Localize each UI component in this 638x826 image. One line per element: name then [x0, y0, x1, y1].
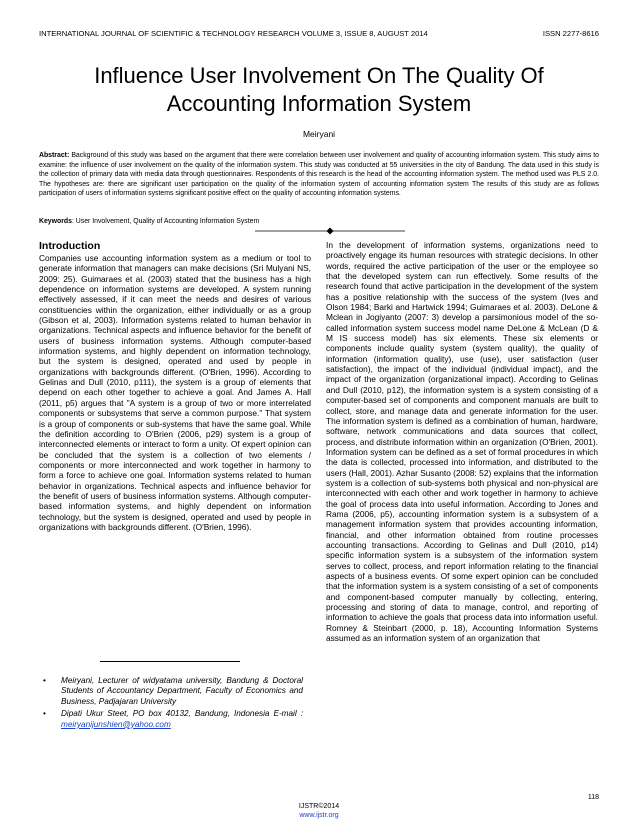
- issn-label: ISSN 2277-8616: [542, 29, 599, 38]
- introduction-text: Companies use accounting information system as a medium or tool to generate information that managers can make decisions (Sri Mulyani NS, 2009: 25). Guimaraes et al. (2003) stated that the business has a high dependence on information systems are developed. A system running effectively assessed, if it can meet the needs and desires of various constituencies within the organization, either individually or as a group (Gibson et al, 2003). Information systems related to human behavior in organizations. Technical aspects and influence behavior for the benefit of users of business information systems. Although computer-based information systems, and highly dependent on information technology, but the system is designed, operated and used by people in organizations with backgrounds different. (O'Brien, 1996). According to Gelinas and Dull (2010, p111), the system is a group of elements that depend on each other together to achieve a goal. And James A. Hall (2011, p5) argues that "A system is a group of two or more interrelated components or subsystems that serve a common purpose." That system is a group of components or sub-systems that have the same goal. While the definition according to O'Brien (2006, p29) system is a group of interconnected elements or interact to form a unity. Of expert opinion can be concluded that the system is a collection of two elements / components or more interconnected and work together in harmony to form a force to achieve one goal. Information systems related to human behavior in organizations. Technical aspects and influence behavior for the benefit of users of business information systems. Although computer-based information systems, and highly dependent on information technology, but the system is designed, operated and used by people in organizations with backgrounds different. (O'Brien, 1996).: [39, 253, 311, 532]
- abstract-text: Background of this study was based on the argument that there were correlation between user involvement and quality of accounting information system. This study aims to examine: the influence of user involvement on the quality of the information system. This study was conducted at 55 universities in the city of Bandung. The data used in this study is the collection of primary data with media data through questionnaires. Respondents of this research is the head of the accounting information system. The method used was PLS 2.0. The hypotheses are: there are significant user participation on the quality of the information system of accounting information system The results of this study are as follows participation of users of information systems significant positive effect on the quality of accounting information systems.: [39, 152, 599, 198]
- footnote-affiliation: [39, 676, 303, 707]
- page-number: 118: [587, 794, 599, 801]
- bullet-icon: •: [43, 676, 46, 685]
- abstract-label: Abstract:: [39, 152, 70, 159]
- abstract: [39, 151, 599, 199]
- keywords-label: Keywords: [39, 218, 72, 225]
- author-footnotes: [39, 676, 303, 732]
- journal-website-link[interactable]: www.ijstr.org: [299, 812, 339, 819]
- title-line-2: Accounting Information System: [166, 91, 472, 116]
- footnote-address-text: Dipati Ukur Steet, PO box 40132, Bandung, Indonesia E-mail :: [61, 709, 303, 719]
- bullet-icon: •: [43, 709, 46, 719]
- journal-copyright: IJSTR©2014: [298, 803, 340, 810]
- journal-header: INTERNATIONAL JOURNAL OF SCIENTIFIC & TECHNOLOGY RESEARCH VOLUME 3, ISSUE 8, AUGUST 2014: [39, 29, 428, 38]
- author-name: Meiryani: [302, 129, 336, 139]
- title-line-1: Influence User Involvement On The Quality Of: [94, 63, 544, 88]
- email-link[interactable]: meiryanijunshien@yahoo.com: [61, 719, 171, 729]
- introduction-heading: Introduction: [39, 240, 101, 252]
- right-column-text: In the development of information systems, organizations need to proactively engage its human resources with strategic decisions. In other words, required the active participation of the user or the employee so that the developed system can run effectively. Some results of the research found that active participation in the development of the system has a positive relationship with the success of the system (Ives and Olson 1984; Barki and Hartwick 1994; Guimaraes et al. 2003). DeLone & Mclean in Jogiyanto (2007: 3) develop a parsimonious model of the so-called information system success model name DeLone & McLean (D & M IS success model) has six elements. These six elements or components include quality system (system quality), the quality of information (information quality), use (use), user satisfaction (user satisfaction), the impact of the individual (individual impact), and the impact of the organization (organizational impact). According to Gelinas and Dull (2010, p12), the information system is a system consisting of a computer-based set of components and component manuals are built to collect, store, and manage data and generate information for the user. The information system is defined as a combination of human, hardware, software, network communications and data sources that collect, process, and distribute information within an organization (O'Brien, 2001). Information system can be defined as a set of formal procedures in which the data is collected, processed into information, and distributed to the users (Hall, 2001). Azhar Susanto (2008: 52) explains that the information system is a collection of sub-systems both physical and non-physical are interconnected with each other and work together in harmony to achieve the goal of process data into useful information. According to Jones and Rama (2006, p5), accounting information system is a subsystem of a management information system that provides accounting information, financial, and other information obtained from routine processes accounting transactions. According to Gelinas and Dull (2010, p14) specific information system is a subsystem of the information system serves to collect, process, and report information relating to the financial aspects of a business events. Of some expert opinion can be concluded that the information system is a system consisting of a set of components and component-based computer manually by collecting, entering, processing and storing of data to manage, control, and reporting of information to achieve the goals that process data into information useful. Romney & Steinbart (2000, p. 18), Accounting Information Systems assumed as an information system of an organization that: [326, 240, 598, 644]
- section-divider: [255, 226, 405, 236]
- footnote-separator: [100, 661, 240, 662]
- right-column: [326, 240, 598, 643]
- left-column: [39, 240, 311, 532]
- keywords-text: : User Involvement, Quality of Accounting Information System: [71, 218, 260, 225]
- footnote-address: [39, 709, 303, 730]
- footnote-affiliation-text: Meiryani, Lecturer of widyatama university, Bandung & Doctoral Students of Accountancy Department, Faculty of Economics and Business, Padjajaran University: [61, 676, 303, 706]
- keywords: [39, 218, 599, 225]
- paper-title: [40, 62, 598, 118]
